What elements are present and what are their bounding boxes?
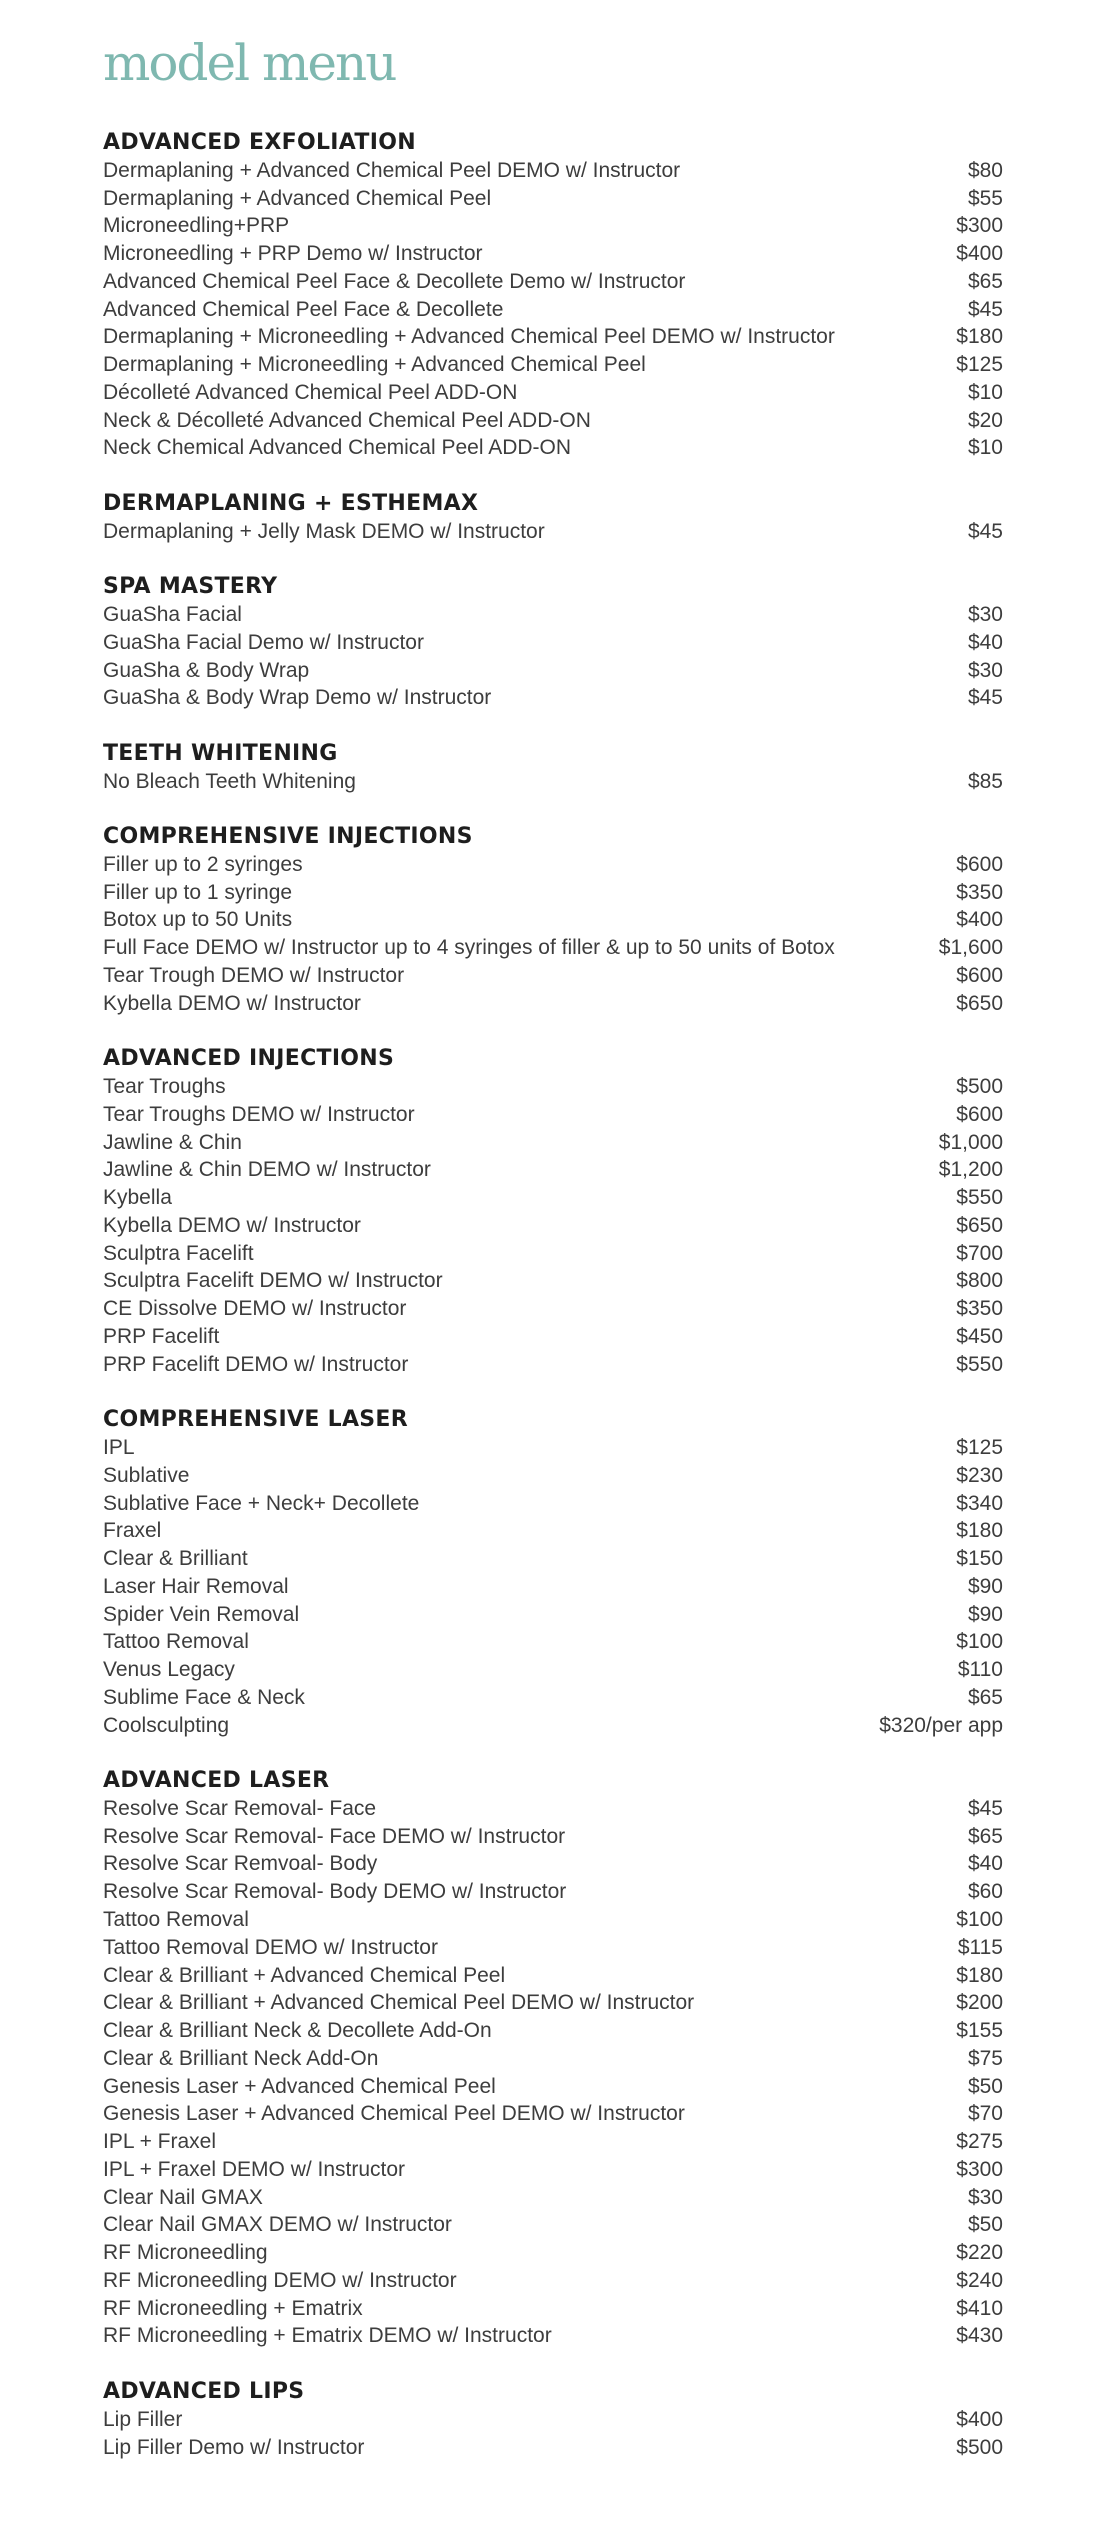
menu-item-name: Genesis Laser + Advanced Chemical Peel DEMO w/ Instructor bbox=[103, 2102, 685, 2126]
menu-item-price: $55 bbox=[967, 186, 1003, 210]
menu-item-row bbox=[103, 1240, 1003, 1268]
menu-item-row bbox=[103, 379, 1003, 407]
menu-item-name: Tattoo Removal DEMO w/ Instructor bbox=[103, 1935, 438, 1959]
menu-item-name: Jawline & Chin DEMO w/ Instructor bbox=[103, 1158, 431, 1182]
menu-item-row bbox=[103, 601, 1003, 629]
menu-item-price: $180 bbox=[956, 325, 1003, 349]
section-heading: DERMAPLANING + ESTHEMAX bbox=[103, 490, 479, 516]
menu-item-name: Laser Hair Removal bbox=[103, 1574, 289, 1598]
menu-item-row bbox=[103, 2045, 1003, 2073]
menu-item-row bbox=[103, 1073, 1003, 1101]
section-heading: ADVANCED LASER bbox=[103, 1768, 330, 1794]
menu-item-name: Tear Troughs bbox=[103, 1075, 226, 1099]
menu-item-row bbox=[103, 1989, 1003, 2017]
menu-item-price: $30 bbox=[967, 603, 1003, 627]
menu-item-name: PRP Facelift DEMO w/ Instructor bbox=[103, 1352, 409, 1376]
menu-item-name: Dermaplaning + Jelly Mask DEMO w/ Instructor bbox=[103, 519, 545, 543]
menu-item-price: $400 bbox=[956, 2407, 1003, 2431]
menu-item-price: $40 bbox=[967, 630, 1003, 654]
menu-item-name: Genesis Laser + Advanced Chemical Peel bbox=[103, 2074, 496, 2098]
menu-item-price: $650 bbox=[956, 1213, 1003, 1237]
menu-item-row bbox=[103, 879, 1003, 907]
menu-item-name: Microneedling+PRP bbox=[103, 214, 290, 238]
menu-item-name: Sublime Face & Neck bbox=[103, 1685, 305, 1709]
menu-item-row bbox=[103, 1628, 1003, 1656]
menu-item-name: Clear Nail GMAX DEMO w/ Instructor bbox=[103, 2213, 452, 2237]
menu-item-price: $65 bbox=[967, 1824, 1003, 1848]
section-heading: TEETH WHITENING bbox=[103, 740, 338, 766]
menu-item-name: Neck & Décolleté Advanced Chemical Peel ADD-ON bbox=[103, 408, 591, 432]
menu-item-name: Botox up to 50 Units bbox=[103, 908, 293, 932]
menu-item-name: RF Microneedling bbox=[103, 2241, 268, 2265]
menu-item-row bbox=[103, 2322, 1003, 2350]
menu-item-price: $300 bbox=[956, 214, 1003, 238]
menu-item-row bbox=[103, 2406, 1003, 2434]
menu-item-name: Dermaplaning + Microneedling + Advanced Chemical Peel DEMO w/ Instructor bbox=[103, 325, 835, 349]
menu-item-row bbox=[103, 1490, 1003, 1518]
menu-section bbox=[103, 129, 1003, 462]
menu-item-row bbox=[103, 1462, 1003, 1490]
menu-item-price: $45 bbox=[967, 519, 1003, 543]
menu-item-price: $100 bbox=[956, 1908, 1003, 1931]
menu-item-price: $50 bbox=[967, 2213, 1003, 2237]
menu-item-name: No Bleach Teeth Whitening bbox=[103, 769, 356, 793]
menu-item-name: Jawline & Chin bbox=[103, 1130, 242, 1154]
menu-item-price: $200 bbox=[956, 1991, 1003, 2015]
menu-item-name: Microneedling + PRP Demo w/ Instructor bbox=[103, 242, 483, 266]
menu-item-row bbox=[103, 1101, 1003, 1129]
menu-item-name: GuaSha Facial Demo w/ Instructor bbox=[103, 630, 424, 654]
menu-item-price: $400 bbox=[956, 242, 1003, 266]
menu-item-row bbox=[103, 2128, 1003, 2156]
menu-item-name: Sculptra Facelift DEMO w/ Instructor bbox=[103, 1269, 443, 1293]
menu-item-name: Tattoo Removal bbox=[103, 1630, 249, 1654]
menu-item-name: Clear Nail GMAX bbox=[103, 2185, 263, 2209]
menu-item-price: $125 bbox=[956, 353, 1003, 377]
menu-item-price: $90 bbox=[967, 1574, 1003, 1598]
menu-item-row bbox=[103, 2211, 1003, 2239]
menu-section bbox=[103, 2378, 1003, 2461]
menu-item-name: IPL + Fraxel DEMO w/ Instructor bbox=[103, 2157, 406, 2181]
menu-item-price: $400 bbox=[956, 908, 1003, 932]
menu-item-row bbox=[103, 2267, 1003, 2295]
menu-item-price: $125 bbox=[956, 1435, 1003, 1459]
menu-item-price: $155 bbox=[956, 2019, 1003, 2043]
menu-item-row bbox=[103, 407, 1003, 435]
section-heading: COMPREHENSIVE INJECTIONS bbox=[103, 824, 473, 850]
menu-item-price: $410 bbox=[956, 2296, 1003, 2320]
menu-item-price: $220 bbox=[956, 2241, 1003, 2265]
menu-item-name: Kybella DEMO w/ Instructor bbox=[103, 1213, 361, 1237]
menu-item-name: Advanced Chemical Peel Face & Decollete bbox=[103, 297, 504, 321]
menu-item-row bbox=[103, 906, 1003, 934]
menu-item-price: $45 bbox=[967, 1796, 1003, 1820]
menu-item-price: $600 bbox=[956, 1102, 1003, 1126]
menu-section bbox=[103, 1045, 1003, 1378]
menu-item-price: $180 bbox=[956, 1963, 1003, 1987]
menu-item-price: $110 bbox=[957, 1658, 1003, 1682]
menu-item-price: $100 bbox=[956, 1630, 1003, 1654]
menu-item-price: $75 bbox=[967, 2046, 1003, 2070]
menu-item-name: Full Face DEMO w/ Instructor up to 4 syringes of filler & up to 50 units of Botox bbox=[103, 936, 835, 960]
menu-item-row bbox=[103, 1323, 1003, 1351]
menu-item-price: $85 bbox=[967, 769, 1003, 793]
menu-item-price: $350 bbox=[956, 880, 1003, 904]
menu-item-name: Kybella bbox=[103, 1186, 172, 1210]
menu-item-price: $550 bbox=[956, 1186, 1003, 1210]
menu-item-price: $20 bbox=[967, 408, 1003, 432]
menu-item-price: $230 bbox=[956, 1463, 1003, 1487]
menu-item-row bbox=[103, 2017, 1003, 2045]
menu-item-price: $600 bbox=[956, 963, 1003, 987]
menu-item-row bbox=[103, 684, 1003, 712]
menu-item-row bbox=[103, 768, 1003, 796]
menu-item-price: $350 bbox=[956, 1297, 1003, 1321]
menu-item-name: Sublative bbox=[103, 1463, 190, 1487]
menu-item-row bbox=[103, 518, 1003, 546]
menu-item-name: Spider Vein Removal bbox=[103, 1602, 300, 1626]
menu-item-row bbox=[103, 1517, 1003, 1545]
menu-item-row bbox=[103, 185, 1003, 213]
menu-item-row bbox=[103, 434, 1003, 462]
menu-item-name: RF Microneedling + Ematrix DEMO w/ Instructor bbox=[103, 2324, 552, 2348]
menu-section bbox=[103, 823, 1003, 1017]
menu-item-price: $430 bbox=[956, 2324, 1003, 2348]
menu-item-row bbox=[103, 1156, 1003, 1184]
menu-item-price: $300 bbox=[956, 2157, 1003, 2181]
menu-item-price: $50 bbox=[967, 2074, 1003, 2098]
menu-item-price: $1,000 bbox=[938, 1130, 1003, 1154]
menu-item-row bbox=[103, 657, 1003, 685]
menu-item-row bbox=[103, 268, 1003, 296]
menu-item-price: $40 bbox=[967, 1852, 1003, 1876]
menu-item-row bbox=[103, 1934, 1003, 1962]
menu-item-row bbox=[103, 1823, 1003, 1851]
menu-item-name: IPL bbox=[103, 1435, 135, 1459]
menu-item-price: $30 bbox=[967, 658, 1003, 682]
menu-item-name: Tear Troughs DEMO w/ Instructor bbox=[103, 1102, 415, 1126]
menu-item-name: Resolve Scar Remvoal- Body bbox=[103, 1852, 378, 1876]
menu-item-row bbox=[103, 1295, 1003, 1323]
menu-item-row bbox=[103, 351, 1003, 379]
menu-item-price: $550 bbox=[956, 1352, 1003, 1376]
menu-item-row bbox=[103, 1267, 1003, 1295]
section-heading: SPA MASTERY bbox=[103, 574, 278, 600]
menu-item-name: Dermaplaning + Advanced Chemical Peel bbox=[103, 186, 492, 210]
menu-item-price: $180 bbox=[956, 1519, 1003, 1543]
menu-item-price: $500 bbox=[956, 1075, 1003, 1099]
menu-item-name: Lip Filler Demo w/ Instructor bbox=[103, 2435, 365, 2459]
menu-item-name: Filler up to 1 syringe bbox=[103, 880, 293, 904]
menu-item-row bbox=[103, 1850, 1003, 1878]
menu-item-row bbox=[103, 2434, 1003, 2462]
menu-section bbox=[103, 1406, 1003, 1739]
menu-item-name: Kybella DEMO w/ Instructor bbox=[103, 991, 361, 1015]
menu-item-row bbox=[103, 934, 1003, 962]
menu-item-name: Coolsculpting bbox=[103, 1713, 230, 1737]
menu-item-row bbox=[103, 212, 1003, 240]
menu-item-name: Resolve Scar Removal- Body DEMO w/ Instructor bbox=[103, 1880, 567, 1904]
menu-item-row bbox=[103, 1351, 1003, 1379]
menu-item-price: $1,200 bbox=[938, 1158, 1003, 1182]
menu-item-price: $60 bbox=[967, 1880, 1003, 1904]
menu-item-row bbox=[103, 240, 1003, 268]
menu-item-name: GuaSha & Body Wrap bbox=[103, 658, 310, 682]
menu-item-price: $115 bbox=[957, 1935, 1003, 1959]
menu-item-row bbox=[103, 1212, 1003, 1240]
menu-item-row bbox=[103, 1712, 1003, 1740]
menu-item-name: PRP Facelift bbox=[103, 1324, 220, 1348]
menu-item-name: Tattoo Removal bbox=[103, 1908, 249, 1931]
menu-item-name: Venus Legacy bbox=[103, 1658, 235, 1682]
menu-item-row bbox=[103, 1545, 1003, 1573]
menu-item-price: $700 bbox=[956, 1241, 1003, 1265]
menu-item-price: $80 bbox=[967, 158, 1003, 182]
menu-item-price: $340 bbox=[956, 1491, 1003, 1515]
menu-item-price: $30 bbox=[967, 2185, 1003, 2209]
menu-item-row bbox=[103, 1184, 1003, 1212]
menu-item-row bbox=[103, 1795, 1003, 1823]
menu-item-price: $90 bbox=[967, 1602, 1003, 1626]
menu-item-row bbox=[103, 851, 1003, 879]
menu-item-name: GuaSha Facial bbox=[103, 603, 242, 627]
menu-item-row bbox=[103, 1601, 1003, 1629]
section-heading: ADVANCED INJECTIONS bbox=[103, 1046, 395, 1072]
menu-item-price: $70 bbox=[967, 2102, 1003, 2126]
menu-item-price: $650 bbox=[956, 991, 1003, 1015]
menu-item-name: Tear Trough DEMO w/ Instructor bbox=[103, 963, 405, 987]
menu-item-name: Clear & Brilliant bbox=[103, 1547, 248, 1571]
menu-item-name: Clear & Brilliant Neck Add-On bbox=[103, 2046, 379, 2070]
menu-item-price: $10 bbox=[967, 380, 1003, 404]
menu-item-name: Neck Chemical Advanced Chemical Peel ADD-ON bbox=[103, 436, 572, 460]
menu-item-price: $150 bbox=[956, 1547, 1003, 1571]
menu-item-row bbox=[103, 1434, 1003, 1462]
menu-item-row bbox=[103, 1129, 1003, 1157]
menu-item-price: $10 bbox=[967, 436, 1003, 460]
menu-item-name: Sublative Face + Neck+ Decollete bbox=[103, 1491, 420, 1515]
section-heading: ADVANCED LIPS bbox=[103, 2379, 305, 2405]
menu-section bbox=[103, 740, 1003, 796]
menu-item-row bbox=[103, 1573, 1003, 1601]
menu-item-price: $1,600 bbox=[938, 936, 1003, 960]
menu-item-row bbox=[103, 323, 1003, 351]
menu-item-price: $450 bbox=[956, 1324, 1003, 1348]
menu-item-name: Filler up to 2 syringes bbox=[103, 852, 303, 876]
menu-item-price: $600 bbox=[956, 852, 1003, 876]
menu-item-name: Resolve Scar Removal- Face DEMO w/ Instructor bbox=[103, 1824, 566, 1848]
menu-item-row bbox=[103, 296, 1003, 324]
menu-item-name: Clear & Brilliant + Advanced Chemical Peel DEMO w/ Instructor bbox=[103, 1991, 695, 2015]
menu-item-row bbox=[103, 2184, 1003, 2212]
menu-item-row bbox=[103, 1656, 1003, 1684]
section-heading: ADVANCED EXFOLIATION bbox=[103, 130, 416, 155]
menu-item-name: CE Dissolve DEMO w/ Instructor bbox=[103, 1297, 407, 1321]
menu-item-price: $45 bbox=[967, 297, 1003, 321]
menu-section bbox=[103, 1767, 1003, 2350]
menu-item-row bbox=[103, 629, 1003, 657]
menu-item-price: $65 bbox=[967, 269, 1003, 293]
menu-item-row bbox=[103, 1962, 1003, 1990]
menu-item-name: Resolve Scar Removal- Face bbox=[103, 1796, 377, 1820]
menu-item-name: RF Microneedling + Ematrix bbox=[103, 2296, 363, 2320]
menu-item-row bbox=[103, 2073, 1003, 2101]
menu-item-name: Dermaplaning + Advanced Chemical Peel DEMO w/ Instructor bbox=[103, 158, 681, 182]
menu-item-row bbox=[103, 2239, 1003, 2267]
menu-item-row bbox=[103, 990, 1003, 1018]
menu-item-name: GuaSha & Body Wrap Demo w/ Instructor bbox=[103, 686, 492, 710]
menu-item-price: $320/per app bbox=[879, 1713, 1003, 1737]
menu-item-row bbox=[103, 2295, 1003, 2323]
menu-item-name: Fraxel bbox=[103, 1519, 162, 1543]
menu-item-row bbox=[103, 2156, 1003, 2184]
menu-item-price: $65 bbox=[967, 1685, 1003, 1709]
menu-item-name: Dermaplaning + Microneedling + Advanced Chemical Peel bbox=[103, 353, 646, 377]
menu-item-row bbox=[103, 1878, 1003, 1906]
menu-item-name: Sculptra Facelift bbox=[103, 1241, 254, 1265]
menu-item-name: Clear & Brilliant + Advanced Chemical Peel bbox=[103, 1963, 506, 1987]
menu-item-price: $240 bbox=[956, 2268, 1003, 2292]
menu-item-price: $45 bbox=[967, 686, 1003, 710]
menu-item-row bbox=[103, 1684, 1003, 1712]
menu-item-name: IPL + Fraxel bbox=[103, 2130, 217, 2154]
page-title: model menu bbox=[103, 34, 396, 92]
menu-item-name: RF Microneedling DEMO w/ Instructor bbox=[103, 2268, 457, 2292]
section-heading: COMPREHENSIVE LASER bbox=[103, 1407, 408, 1433]
menu-item-row bbox=[103, 2100, 1003, 2128]
menu-item-price: $500 bbox=[956, 2435, 1003, 2459]
menu-item-name: Advanced Chemical Peel Face & Decollete Demo w/ Instructor bbox=[103, 269, 686, 293]
menu-list bbox=[103, 129, 1003, 2489]
menu-item-row bbox=[103, 1906, 1003, 1934]
menu-item-name: Lip Filler bbox=[103, 2407, 183, 2431]
menu-item-price: $275 bbox=[956, 2130, 1003, 2154]
menu-item-row bbox=[103, 157, 1003, 185]
menu-section bbox=[103, 490, 1003, 546]
menu-section bbox=[103, 573, 1003, 712]
menu-item-price: $800 bbox=[956, 1269, 1003, 1293]
menu-item-name: Clear & Brilliant Neck & Decollete Add-On bbox=[103, 2019, 492, 2043]
menu-item-name: Décolleté Advanced Chemical Peel ADD-ON bbox=[103, 380, 518, 404]
menu-item-row bbox=[103, 962, 1003, 990]
